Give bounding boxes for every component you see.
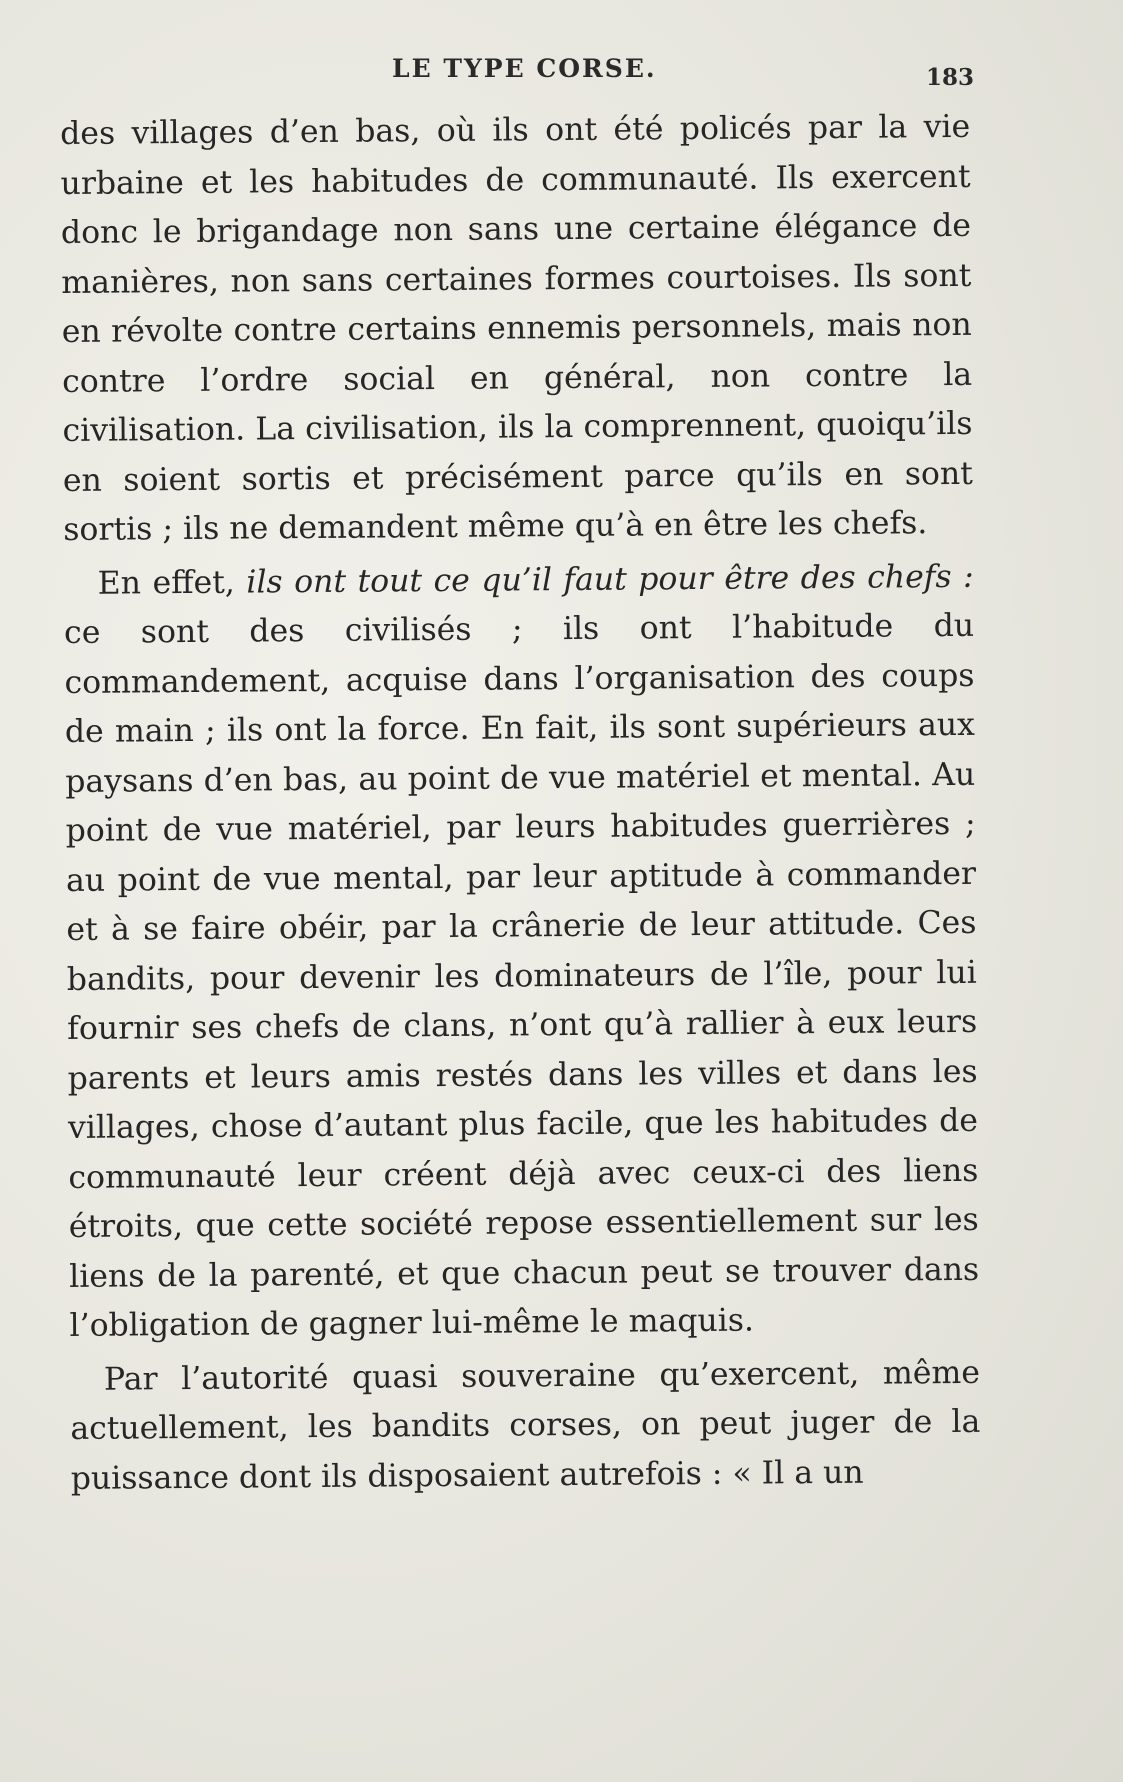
paragraph-2-italic: ils ont tout ce qu’il faut pour être des chefs : (246, 558, 974, 601)
paragraph-2-rest: ce sont des civilisés ; ils ont l’habitude du commandement, acquise dans l’organisation des coups de main ; ils ont la force. En fait, ils sont supérieurs aux paysans d’en bas, au point de vue matériel et mental. Au point de vue matériel, par leurs habitudes guerrières ; au point de vue mental, par leur aptitude à commander et à se faire obéir, par la crânerie de leur attitude. Ces bandits, pour devenir les dominateurs de l’île, pour lui fournir ses chefs de clans, n’ont qu’à rallier à eux leurs parents et leurs amis restés dans les villes et dans les villages, chose d’autant plus facile, que les habitudes de communauté leur créent déjà avec ceux-ci des liens étroits, que cette société repose essentiellement sur les liens de la parenté, et que chacun peut se trouver dans l’obligation de gagner lui-même le maquis. (63, 607, 980, 1344)
paragraph-1: des villages d’en bas, où ils ont été policés par la vie urbaine et les habitudes de communauté. Ils exercent donc le brigandage non sans une certaine élégance de manières, non sans certaines formes courtoises. Ils sont en révolte contre certains ennemis personnels, mais non contre l’ordre social en général, non contre la civilisation. La civilisation, ils la comprennent, quoiqu’ils en soient sortis et précisément parce qu’ils en sont sortis ; ils ne demandent même qu’à en être les chefs. (60, 108, 974, 548)
running-title: LE TYPE CORSE. (392, 54, 657, 83)
paragraph-2 (64, 552, 980, 1351)
body-text (60, 103, 981, 1504)
page-number: 183 (926, 64, 975, 91)
paragraph-2-start: En effet, (97, 564, 247, 602)
paragraph-3: Par l’autorité quasi souveraine qu’exercent, même actuellement, les bandits corses, on peut juger de la puissance dont ils disposaient autrefois : « Il a un (70, 1354, 981, 1497)
page-header (0, 48, 1123, 91)
